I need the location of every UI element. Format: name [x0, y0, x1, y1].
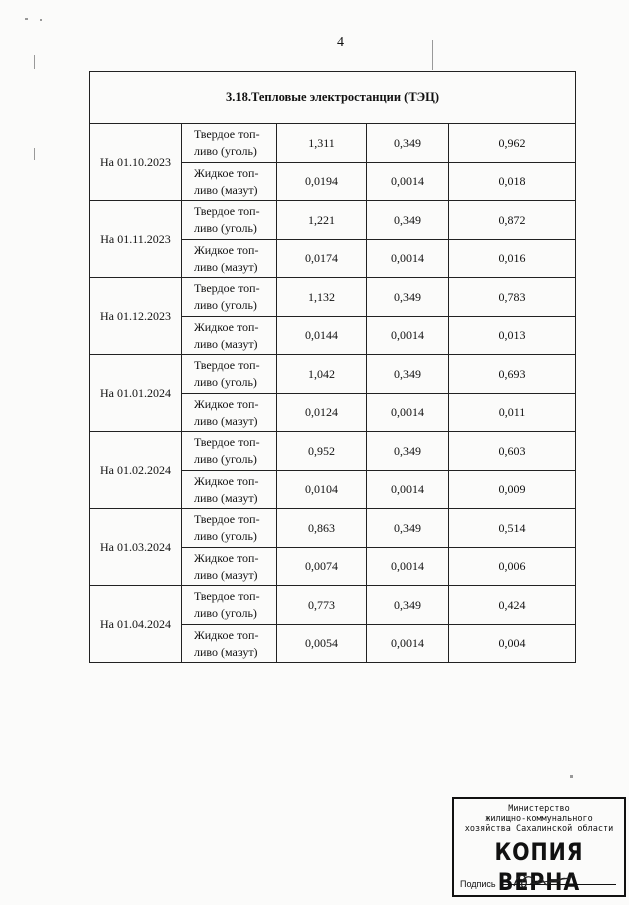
value-cell: 0,011 — [449, 394, 576, 432]
fuel-type-text: ливо (уголь) — [194, 298, 257, 312]
fuel-type-cell — [182, 471, 277, 509]
value-cell: 0,514 — [449, 509, 576, 548]
table-title: 3.18.Тепловые электростанции (ТЭЦ) — [90, 72, 576, 124]
value-cell: 0,349 — [367, 201, 449, 240]
handwritten-signature — [510, 870, 580, 892]
fuel-type-text: Твердое топ- — [194, 512, 260, 526]
value-cell: 0,349 — [367, 124, 449, 163]
fuel-type-text: ливо (мазут) — [194, 413, 258, 428]
fuel-type-cell — [182, 509, 277, 548]
value-cell: 0,0014 — [367, 240, 449, 278]
value-cell: 0,952 — [277, 432, 367, 471]
date-cell: На 01.10.2023 — [90, 124, 182, 201]
table-row — [90, 124, 576, 163]
table-row — [90, 432, 576, 471]
fuel-type-cell — [182, 317, 277, 355]
fuel-type-text: Жидкое топ- — [194, 473, 259, 488]
fuel-type-text: Твердое топ- — [194, 358, 260, 372]
fuel-type-text: ливо (уголь) — [194, 529, 257, 543]
value-cell: 0,0144 — [277, 317, 367, 355]
value-cell: 0,349 — [367, 278, 449, 317]
value-cell: 0,0104 — [277, 471, 367, 509]
value-cell: 1,221 — [277, 201, 367, 240]
fuel-type-text: ливо (уголь) — [194, 144, 257, 158]
fuel-type-cell — [182, 163, 277, 201]
value-cell: 0,349 — [367, 432, 449, 471]
fuel-type-text: ливо (мазут) — [194, 567, 258, 582]
table-title-row — [90, 72, 576, 124]
date-cell: На 01.02.2024 — [90, 432, 182, 509]
value-cell: 0,863 — [277, 509, 367, 548]
value-cell: 0,783 — [449, 278, 576, 317]
data-table — [89, 71, 576, 663]
fuel-type-text: ливо (уголь) — [194, 452, 257, 466]
value-cell: 0,0014 — [367, 548, 449, 586]
fuel-type-text: ливо (мазут) — [194, 644, 258, 659]
value-cell: 0,349 — [367, 509, 449, 548]
value-cell: 1,311 — [277, 124, 367, 163]
value-cell: 0,0014 — [367, 625, 449, 663]
value-cell: 0,0014 — [367, 317, 449, 355]
date-cell: На 01.11.2023 — [90, 201, 182, 278]
fuel-type-text: ливо (уголь) — [194, 375, 257, 389]
value-cell: 0,013 — [449, 317, 576, 355]
value-cell: 0,0014 — [367, 163, 449, 201]
value-cell: 0,0054 — [277, 625, 367, 663]
fuel-type-text: ливо (мазут) — [194, 259, 258, 274]
fuel-type-text: Твердое топ- — [194, 435, 260, 449]
date-cell: На 01.04.2024 — [90, 586, 182, 663]
value-cell: 0,773 — [277, 586, 367, 625]
scan-speck — [570, 775, 573, 778]
fuel-type-text: Твердое топ- — [194, 281, 260, 295]
fuel-type-cell — [182, 432, 277, 471]
fuel-type-text: ливо (мазут) — [194, 490, 258, 505]
table-row — [90, 586, 576, 625]
stamp-signature-label: Подпись — [460, 879, 496, 889]
fuel-type-cell — [182, 124, 277, 163]
value-cell: 0,349 — [367, 586, 449, 625]
scan-speck — [432, 40, 433, 70]
table-row — [90, 355, 576, 394]
scan-speck — [40, 19, 42, 21]
value-cell: 1,132 — [277, 278, 367, 317]
value-cell: 0,009 — [449, 471, 576, 509]
value-cell: 0,0174 — [277, 240, 367, 278]
fuel-type-cell — [182, 586, 277, 625]
value-cell: 1,042 — [277, 355, 367, 394]
scan-speck — [25, 18, 28, 20]
value-cell: 0,603 — [449, 432, 576, 471]
fuel-type-text: Твердое топ- — [194, 589, 260, 603]
scan-speck — [34, 148, 35, 160]
value-cell: 0,962 — [449, 124, 576, 163]
fuel-type-cell — [182, 355, 277, 394]
fuel-type-text: Жидкое топ- — [194, 165, 259, 180]
stamp-copy-verified: КОПИЯ ВЕРНА — [494, 838, 584, 896]
fuel-type-text: ливо (уголь) — [194, 221, 257, 235]
value-cell: 0,0014 — [367, 471, 449, 509]
fuel-type-text: Жидкое топ- — [194, 550, 259, 565]
fuel-type-cell — [182, 278, 277, 317]
fuel-type-cell — [182, 240, 277, 278]
copy-certified-stamp — [452, 797, 626, 897]
fuel-type-text: Жидкое топ- — [194, 396, 259, 411]
fuel-type-text: ливо (уголь) — [194, 606, 257, 620]
value-cell: 0,0194 — [277, 163, 367, 201]
page-number: 4 — [337, 35, 344, 50]
stamp-line-ministry: Министерство — [508, 804, 570, 814]
fuel-type-text: ливо (мазут) — [194, 182, 258, 197]
fuel-type-cell — [182, 625, 277, 663]
value-cell: 0,693 — [449, 355, 576, 394]
value-cell: 0,006 — [449, 548, 576, 586]
value-cell: 0,018 — [449, 163, 576, 201]
table-row — [90, 509, 576, 548]
scan-speck — [34, 55, 35, 69]
date-cell: На 01.01.2024 — [90, 355, 182, 432]
fuel-type-cell — [182, 394, 277, 432]
value-cell: 0,0074 — [277, 548, 367, 586]
fuel-type-text: Жидкое топ- — [194, 319, 259, 334]
value-cell: 0,0014 — [367, 394, 449, 432]
stamp-line-region: хозяйства Сахалинской области — [464, 824, 614, 834]
value-cell: 0,872 — [449, 201, 576, 240]
value-cell: 0,016 — [449, 240, 576, 278]
fuel-type-text: Твердое топ- — [194, 204, 260, 218]
date-cell: На 01.12.2023 — [90, 278, 182, 355]
fuel-type-text: Жидкое топ- — [194, 242, 259, 257]
fuel-type-text: Жидкое топ- — [194, 627, 259, 642]
stamp-line-housing: жилищно-коммунального — [485, 814, 593, 824]
fuel-type-cell — [182, 201, 277, 240]
fuel-type-text: Твердое топ- — [194, 127, 260, 141]
fuel-type-text: ливо (мазут) — [194, 336, 258, 351]
value-cell: 0,424 — [449, 586, 576, 625]
table-row — [90, 201, 576, 240]
value-cell: 0,0124 — [277, 394, 367, 432]
date-cell: На 01.03.2024 — [90, 509, 182, 586]
fuel-type-cell — [182, 548, 277, 586]
value-cell: 0,004 — [449, 625, 576, 663]
table-row — [90, 278, 576, 317]
value-cell: 0,349 — [367, 355, 449, 394]
